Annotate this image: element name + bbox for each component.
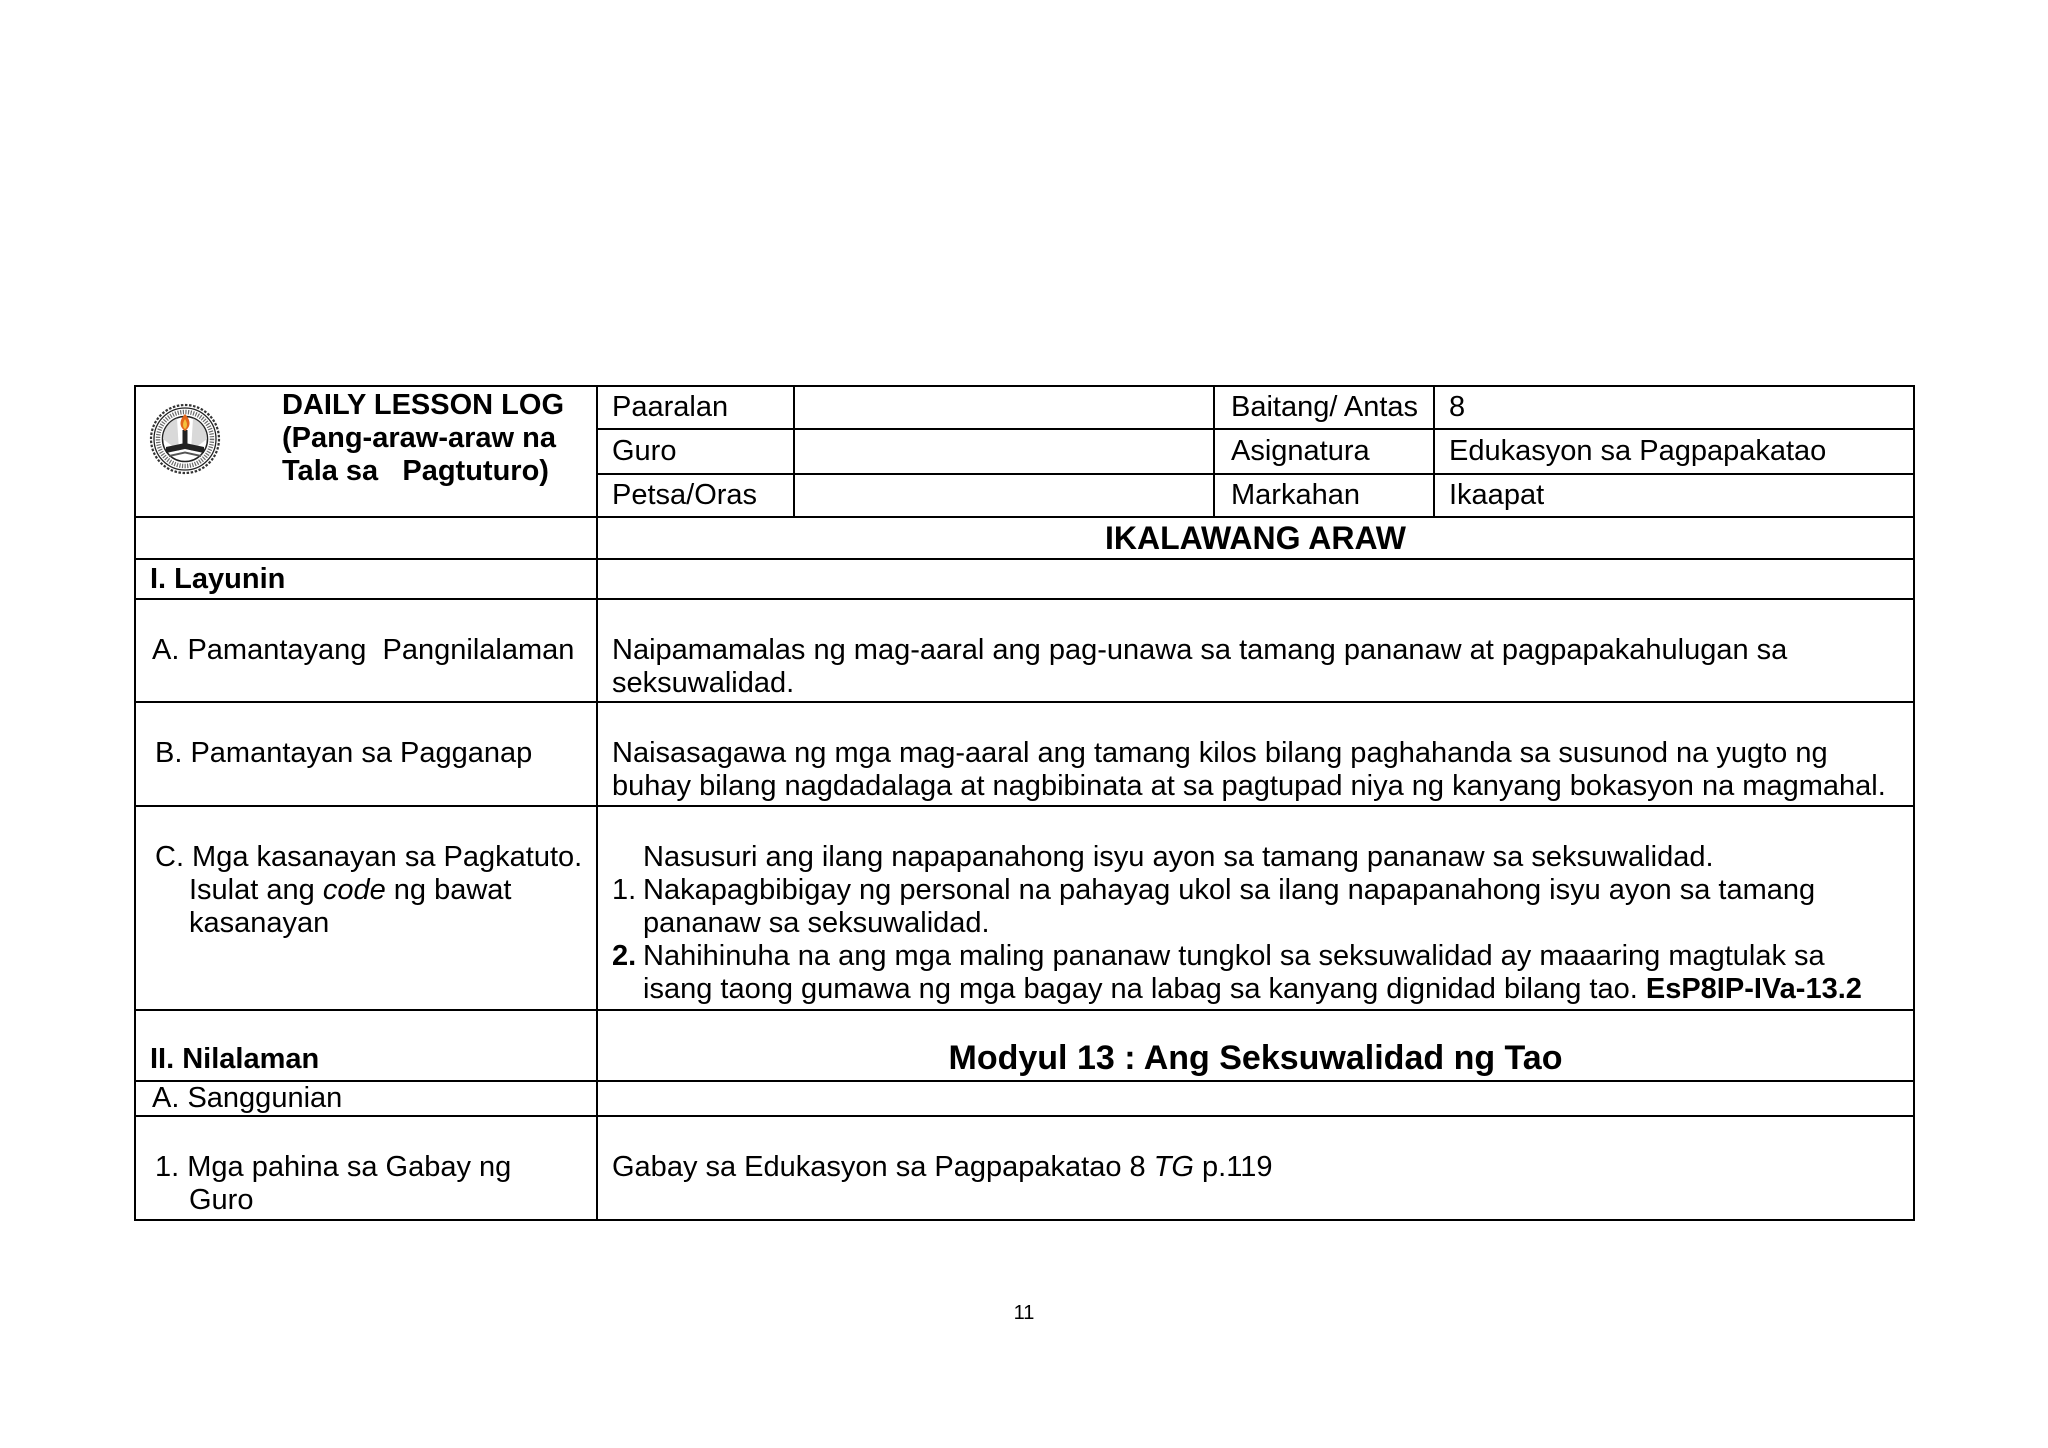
log-title-line-2: (Pang-araw-araw na bbox=[282, 422, 556, 454]
baitang-antas-value: 8 bbox=[1434, 386, 1914, 429]
log-title bbox=[282, 389, 564, 488]
kasanayan-label-line-3: kasanayan bbox=[189, 907, 330, 939]
list-item-number: 2. bbox=[612, 940, 637, 972]
module-title: Modyul 13 : Ang Seksuwalidad ng Tao bbox=[597, 1010, 1914, 1081]
log-title-line-3: Tala sa Pagtuturo) bbox=[282, 455, 549, 487]
layunin-blank-cell bbox=[597, 559, 1914, 599]
petsa-oras-label: Petsa/Oras bbox=[597, 474, 794, 517]
log-title-line-1: DAILY LESSON LOG bbox=[282, 389, 564, 421]
pamantayan-sa-pagganap-row bbox=[135, 702, 1914, 806]
pamantayang-pangnilalaman-label-cell bbox=[135, 599, 597, 702]
gabay-label-line-2: Guro bbox=[189, 1184, 254, 1216]
page-number: 11 bbox=[1013, 1302, 1035, 1324]
log-title-box bbox=[136, 387, 596, 514]
kasanayan-intro: Nasusuri ang ilang napapanahong isyu ayon sa tamang pananaw sa seksuwalidad. bbox=[643, 841, 1714, 873]
layunin-row bbox=[135, 559, 1914, 599]
pamantayang-pangnilalaman-label: A. Pamantayang Pangnilalaman bbox=[152, 634, 575, 666]
content-line: Naisasagawa ng mga mag-aaral ang tamang kilos bilang paghahanda sa susunod na yugto ng bbox=[612, 737, 1828, 769]
gabay-ng-guro-row bbox=[135, 1116, 1914, 1220]
header-row-paaralan bbox=[135, 386, 1914, 429]
kasanayan-label-cell bbox=[135, 806, 597, 1010]
content-line: buhay bilang nagdadalaga at nagbibinata at sa pagtupad niya ng kanyang bokasyon na magmahal. bbox=[612, 770, 1886, 802]
content-line: Nahihinuha na ang mga maling pananaw tungkol sa seksuwalidad ay maaaring magtulak sa bbox=[643, 940, 1825, 972]
pamantayang-pangnilalaman-content bbox=[597, 599, 1914, 702]
day-title: IKALAWANG ARAW bbox=[597, 517, 1914, 559]
asignatura-label: Asignatura bbox=[1214, 429, 1434, 474]
nilalaman-heading: II. Nilalaman bbox=[135, 1010, 597, 1081]
layunin-heading: I. Layunin bbox=[135, 559, 597, 599]
blank-cell bbox=[135, 517, 597, 559]
list-item-text bbox=[643, 874, 1815, 940]
label-italic-text: code bbox=[322, 874, 386, 906]
kasanayan-content bbox=[597, 806, 1914, 1010]
nilalaman-row bbox=[135, 1010, 1914, 1081]
day-title-row bbox=[135, 517, 1914, 559]
gabay-ng-guro-label-cell bbox=[135, 1116, 597, 1220]
label-text: Isulat ang bbox=[189, 874, 323, 906]
content-line: pananaw sa seksuwalidad. bbox=[643, 907, 990, 939]
gabay-reference bbox=[612, 1151, 1913, 1184]
gabay-label-line-1: 1. Mga pahina sa Gabay ng bbox=[155, 1151, 512, 1183]
reference-italic-text: TG bbox=[1153, 1151, 1194, 1183]
pamantayan-sa-pagganap-label: B. Pamantayan sa Pagganap bbox=[155, 737, 533, 769]
label-text: ng bawat bbox=[385, 874, 512, 906]
baitang-antas-label: Baitang/ Antas bbox=[1214, 386, 1434, 429]
markahan-label: Markahan bbox=[1214, 474, 1434, 517]
daily-lesson-log-table bbox=[134, 385, 1915, 1221]
list-item-number: 1. bbox=[612, 874, 637, 906]
markahan-value: Ikaapat bbox=[1434, 474, 1914, 517]
guro-value bbox=[794, 429, 1214, 474]
list-item bbox=[612, 874, 1913, 940]
reference-text: Gabay sa Edukasyon sa Pagpapakatao 8 bbox=[612, 1151, 1154, 1183]
list-item-text bbox=[643, 940, 1862, 1006]
kasanayan-label-line-1: C. Mga kasanayan sa Pagkatuto. bbox=[155, 841, 583, 873]
pamantayang-pangnilalaman-row bbox=[135, 599, 1914, 702]
reference-page: p.119 bbox=[1194, 1151, 1273, 1183]
content-line: seksuwalidad. bbox=[612, 667, 795, 699]
guro-label: Guro bbox=[597, 429, 794, 474]
sanggunian-blank-cell bbox=[597, 1081, 1914, 1116]
pamantayan-sa-pagganap-label-cell bbox=[135, 702, 597, 806]
list-item bbox=[612, 940, 1913, 1006]
pamantayan-sa-pagganap-content bbox=[597, 702, 1914, 806]
content-line bbox=[643, 973, 1862, 1006]
content-text: isang taong gumawa ng mga bagay na labag sa kanyang dignidad bilang tao. bbox=[643, 973, 1638, 1005]
paaralan-value bbox=[794, 386, 1214, 429]
kasanayan-row bbox=[135, 806, 1914, 1010]
log-title-cell bbox=[135, 386, 597, 517]
petsa-oras-value bbox=[794, 474, 1214, 517]
asignatura-value: Edukasyon sa Pagpapakatao bbox=[1434, 429, 1914, 474]
kasanayan-label-line-2 bbox=[155, 874, 596, 907]
sanggunian-heading: A. Sanggunian bbox=[135, 1081, 597, 1116]
content-line: Nakapagbibigay ng personal na pahayag ukol sa ilang napapanahong isyu ayon sa tamang bbox=[643, 874, 1816, 906]
sanggunian-row bbox=[135, 1081, 1914, 1116]
paaralan-label: Paaralan bbox=[597, 386, 794, 429]
competency-code: EsP8IP-IVa-13.2 bbox=[1645, 973, 1862, 1005]
content-line: Naipamamalas ng mag-aaral ang pag-unawa sa tamang pananaw at pagpapakahulugan sa bbox=[612, 634, 1788, 666]
school-seal-logo bbox=[149, 403, 221, 475]
gabay-ng-guro-content bbox=[597, 1116, 1914, 1220]
